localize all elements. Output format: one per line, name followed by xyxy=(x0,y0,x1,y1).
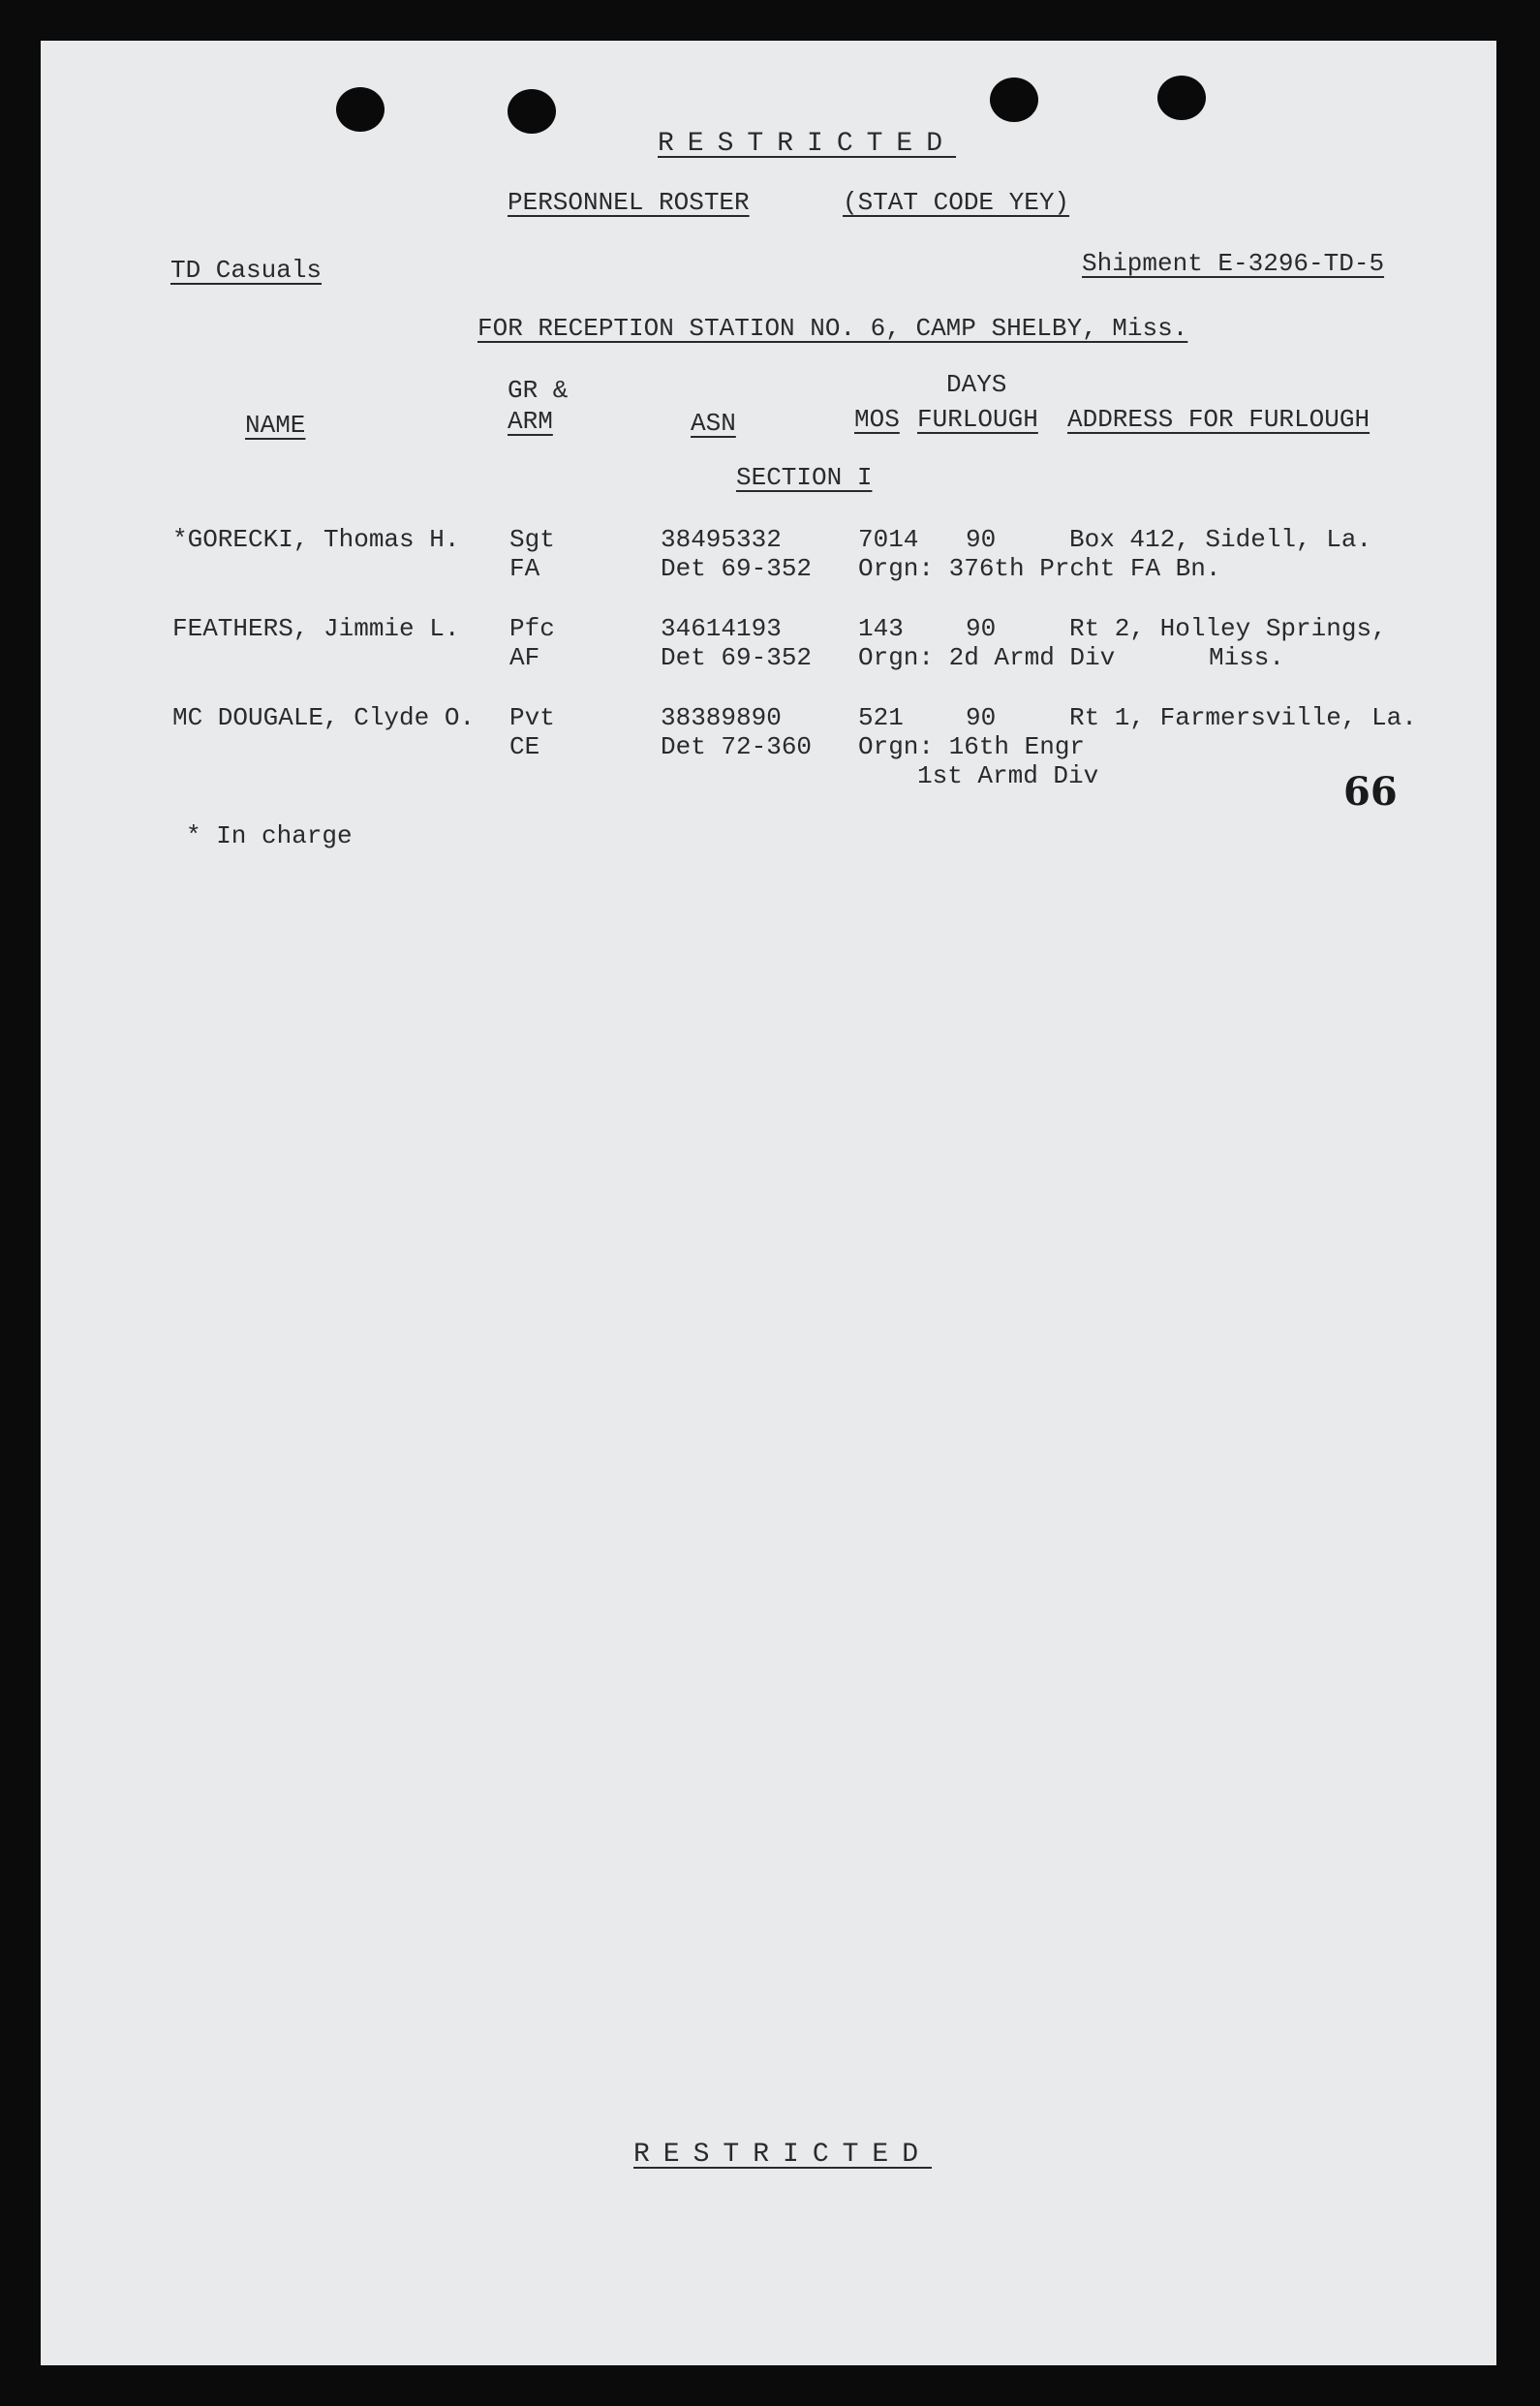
shipment-number: Shipment E-3296-TD-5 xyxy=(1082,249,1385,278)
roster-det: Det 72-360 xyxy=(661,732,813,761)
unit-label: TD Casuals xyxy=(170,256,323,285)
section-heading: SECTION I xyxy=(736,463,873,492)
footnote: * In charge xyxy=(186,821,353,850)
document-page xyxy=(41,41,1496,2365)
roster-address: Rt 2, Holley Springs, xyxy=(1069,614,1387,643)
roster-orgn: Orgn: 376th Prcht FA Bn. xyxy=(858,554,1221,583)
roster-det: Det 69-352 xyxy=(661,554,813,583)
roster-orgn-line2: 1st Armd Div xyxy=(917,761,1099,790)
roster-asn: 38495332 xyxy=(661,525,782,554)
roster-mos: 521 xyxy=(858,703,904,732)
roster-name: FEATHERS, Jimmie L. xyxy=(172,614,460,643)
classification-top: RESTRICTED xyxy=(658,129,957,159)
roster-address: Rt 1, Farmersville, La. xyxy=(1069,703,1417,732)
punch-hole-3 xyxy=(990,77,1038,122)
roster-grade: Pfc xyxy=(509,614,555,643)
col-name-header: NAME xyxy=(245,411,306,440)
col-mos-header: MOS xyxy=(854,405,900,434)
roster-days: 90 xyxy=(966,525,997,554)
roster-mos: 7014 xyxy=(858,525,919,554)
roster-arm: CE xyxy=(509,732,540,761)
roster-arm: AF xyxy=(509,643,540,672)
roster-asn: 38389890 xyxy=(661,703,782,732)
roster-grade: Pvt xyxy=(509,703,555,732)
roster-name: MC DOUGALE, Clyde O. xyxy=(172,703,476,732)
roster-title: PERSONNEL ROSTER xyxy=(508,188,750,217)
roster-address: Box 412, Sidell, La. xyxy=(1069,525,1372,554)
roster-days: 90 xyxy=(966,703,997,732)
punch-hole-2 xyxy=(508,89,556,134)
roster-det: Det 69-352 xyxy=(661,643,813,672)
destination: FOR RECEPTION STATION NO. 6, CAMP SHELBY, Miss. xyxy=(477,314,1188,343)
roster-grade: Sgt xyxy=(509,525,555,554)
col-address-header: ADDRESS FOR FURLOUGH xyxy=(1067,405,1371,434)
page-number: 66 xyxy=(1343,769,1398,815)
roster-days: 90 xyxy=(966,614,997,643)
col-furlough-header: FURLOUGH xyxy=(917,405,1038,434)
col-gr-header-1: GR & xyxy=(508,376,569,405)
roster-orgn: Orgn: 16th Engr xyxy=(858,732,1086,761)
col-gr-header-2: ARM xyxy=(508,407,553,436)
roster-arm: FA xyxy=(509,554,540,583)
punch-hole-1 xyxy=(336,87,385,132)
col-days-header: DAYS xyxy=(946,370,1007,399)
roster-mos: 143 xyxy=(858,614,904,643)
roster-address-line2: Miss. xyxy=(1209,643,1285,672)
stat-code: (STAT CODE YEY) xyxy=(843,188,1070,217)
roster-name: *GORECKI, Thomas H. xyxy=(172,525,460,554)
col-asn-header: ASN xyxy=(691,409,736,438)
classification-bottom: RESTRICTED xyxy=(633,2140,933,2170)
roster-orgn: Orgn: 2d Armd Div xyxy=(858,643,1116,672)
punch-hole-4 xyxy=(1157,76,1206,120)
roster-asn: 34614193 xyxy=(661,614,782,643)
